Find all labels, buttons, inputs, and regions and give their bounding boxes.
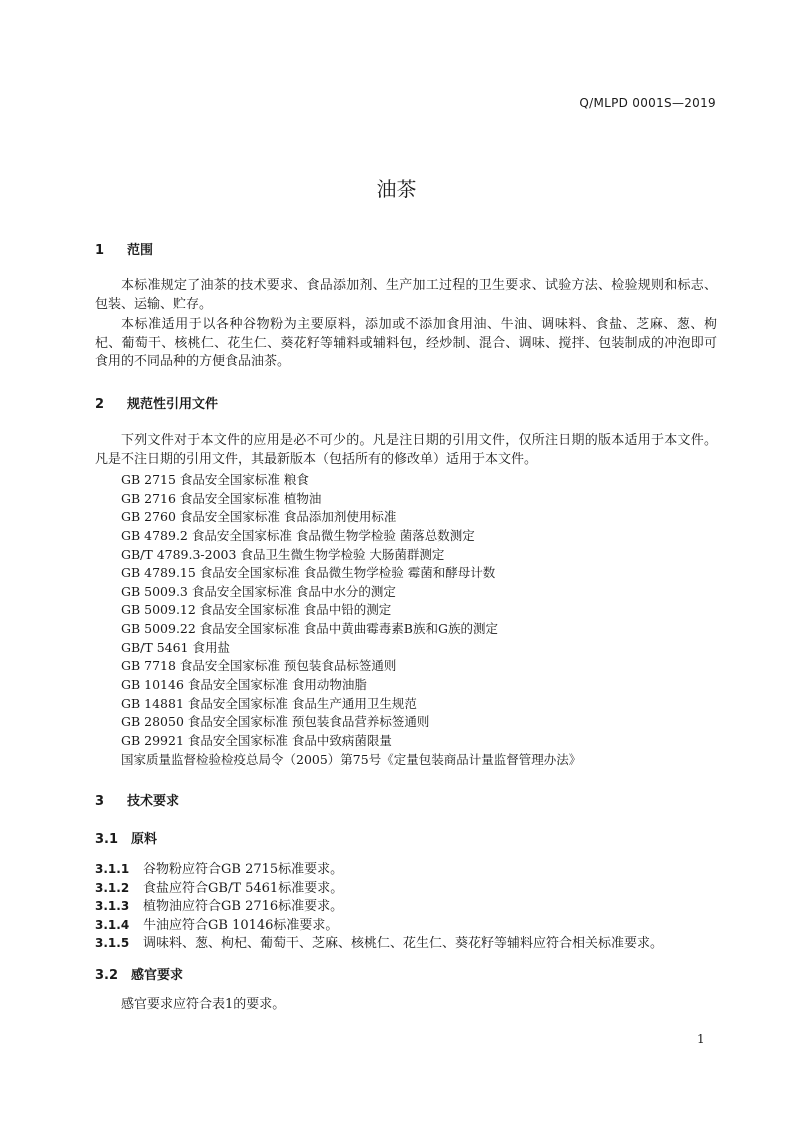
requirement-item [95,932,663,951]
subsection-3-2-heading [95,964,183,983]
section-title: 范围 [127,243,154,258]
standard-code: Q/MLPD 0001S—2019 [579,96,716,110]
reference-item: GB 2760 食品安全国家标准 食品添加剂使用标准 [121,509,397,524]
requirement-item [95,877,343,896]
item-text: 牛油应符合GB 10146标准要求。 [143,918,339,933]
subsection-title: 感官要求 [131,968,184,983]
reference-item: GB 4789.2 食品安全国家标准 食品微生物学检验 菌落总数测定 [121,528,475,543]
reference-item: GB 5009.3 食品安全国家标准 食品中水分的测定 [121,584,396,599]
item-text: 食盐应符合GB/T 5461标准要求。 [143,881,344,896]
section-number: 2 [95,397,105,412]
reference-item: GB/T 5461 食用盐 [121,640,230,655]
reference-item: GB 14881 食品安全国家标准 食品生产通用卫生规范 [121,696,417,711]
item-text: 调味料、葱、枸杞、葡萄干、芝麻、核桃仁、花生仁、葵花籽等辅料应符合相关标准要求。 [143,936,664,951]
document-title: 油茶 [376,177,417,201]
section-3-heading [95,790,179,809]
section-1-paragraph-1: 本标准规定了油茶的技术要求、食品添加剂、生产加工过程的卫生要求、试验方法、检验规则和标志、包装、运输、贮存。 [95,278,717,312]
requirement-item [95,914,338,933]
item-number: 3.1.5 [95,936,130,950]
item-text: 植物油应符合GB 2716标准要求。 [143,899,344,914]
section-2-intro: 下列文件对于本文件的应用是必不可少的。凡是注日期的引用文件，仅所注日期的版本适用于本文件。凡是不注日期的引用文件，其最新版本（包括所有的修改单）适用于本文件。 [95,433,717,467]
reference-item: GB 10146 食品安全国家标准 食用动物油脂 [121,677,367,692]
subsection-number: 3.1 [95,832,119,847]
subsection-3-2-text: 感官要求应符合表1的要求。 [121,997,286,1012]
item-number: 3.1.3 [95,899,130,913]
reference-item: GB 7718 食品安全国家标准 预包装食品标签通则 [121,658,397,673]
requirement-item [95,895,343,914]
reference-item: GB 5009.22 食品安全国家标准 食品中黄曲霉毒素B族和G族的测定 [121,621,498,636]
reference-item: 国家质量监督检验检疫总局令（2005）第75号《定量包装商品计量监督管理办法》 [121,752,582,767]
reference-item: GB 2716 食品安全国家标准 植物油 [121,491,322,506]
reference-item: GB 5009.12 食品安全国家标准 食品中铅的测定 [121,602,392,617]
section-number: 3 [95,794,105,809]
reference-item: GB 2715 食品安全国家标准 粮食 [121,472,309,487]
subsection-number: 3.2 [95,968,119,983]
section-1-paragraph-2: 本标准适用于以各种谷物粉为主要原料，添加或不添加食用油、牛油、调味料、食盐、芝麻、葱、枸杞、葡萄干、核桃仁、花生仁、葵花籽等辅料或辅料包，经炒制、混合、调味、搅拌、包装制成的冲泡即可食用的不同品种的方便食品油茶。 [95,317,717,369]
reference-item: GB 28050 食品安全国家标准 预包装食品营养标签通则 [121,714,430,729]
section-number: 1 [95,243,105,258]
item-number: 3.1.4 [95,918,130,932]
requirement-item [95,858,343,877]
reference-item: GB 29921 食品安全国家标准 食品中致病菌限量 [121,733,392,748]
item-number: 3.1.1 [95,862,130,876]
page-number: 1 [697,1032,705,1046]
section-title: 技术要求 [127,794,180,809]
reference-item: GB/T 4789.3-2003 食品卫生微生物学检验 大肠菌群测定 [121,547,445,562]
subsection-3-1-heading [95,828,157,847]
section-title: 规范性引用文件 [127,397,219,412]
reference-item: GB 4789.15 食品安全国家标准 食品微生物学检验 霉菌和酵母计数 [121,565,496,580]
item-number: 3.1.2 [95,881,130,895]
section-2-heading [95,393,218,412]
subsection-title: 原料 [131,832,158,847]
item-text: 谷物粉应符合GB 2715标准要求。 [143,862,344,877]
section-1-heading [95,239,153,258]
